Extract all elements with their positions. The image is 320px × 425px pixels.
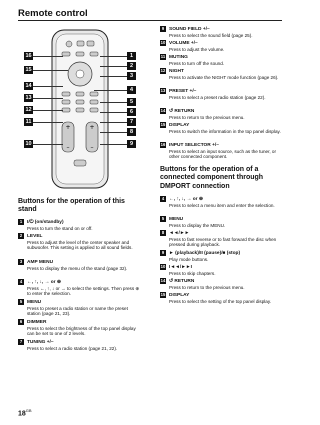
callout-8: 8	[127, 128, 136, 136]
svg-text:–: –	[90, 144, 94, 151]
callout-14: 14	[25, 83, 32, 89]
list-item: 3 AMP MENU Press to display the menu of the stand (page 32).	[19, 259, 128, 271]
remote-control-drawing	[22, 26, 138, 192]
svg-text:+: +	[89, 124, 95, 131]
section-heading-dmport: Buttons for the operation of a connected component through DMPORT connection	[160, 166, 264, 190]
leader-line	[100, 132, 127, 133]
leader-line	[33, 144, 63, 145]
leader-line	[100, 56, 127, 57]
list-item: 4 ←, ↑, ↓, → or ⊕ Press to select a menu item and enter the selection.	[161, 196, 275, 208]
list-item: 4 ←, ↑, ↓, → or ⊕ Press ←, ↑, ↓ or → to select the settings. Then press ⊕ to enter the selection.	[19, 279, 140, 297]
leader-line	[100, 144, 127, 145]
callout-1: 1	[127, 52, 136, 60]
list-item: 2 LEVEL Press to adjust the level of the center speaker and subwoofer. This setting is applied to all sound fields.	[19, 233, 133, 251]
list-item: 14 ↺ RETURN Press to return to the previous menu.	[160, 278, 245, 290]
callout-12: 12	[25, 107, 32, 113]
callout-6: 6	[127, 108, 136, 116]
list-item: 11 MUTING Press to turn off the sound.	[160, 54, 225, 66]
leader-line	[33, 110, 63, 111]
leader-line	[33, 122, 63, 123]
list-item: 5 MENU Press to display the MENU.	[161, 216, 226, 228]
list-item: 10 VOLUME +/– Press to adjust the volume.	[160, 40, 225, 52]
callout-16: 16	[25, 53, 32, 59]
section-heading-stand: Buttons for the operation of this stand	[18, 198, 125, 214]
list-item: 8 ◄◄/►► Press to fast reverse or to fast forward the disc when pressed during playback.	[161, 230, 277, 248]
callout-9: 9	[127, 140, 136, 148]
callout-3: 3	[127, 72, 136, 80]
callout-2: 2	[127, 62, 136, 70]
list-item: 15 DISPLAY Press to select the setting of the top panel display.	[160, 292, 272, 304]
list-item: 10 I◄◄/►►I Press to skip chapters.	[160, 264, 216, 276]
svg-text:–: –	[66, 144, 70, 151]
list-item: 1 I/⏻ (on/standby) Press to turn the stand on or off.	[19, 219, 93, 231]
callout-13: 13	[25, 95, 32, 101]
leader-line	[100, 112, 127, 113]
leader-line	[33, 70, 68, 71]
leader-line	[33, 86, 63, 87]
list-item: 5 MENU Press to preset a radio station or name the preset station (page 21, 23).	[19, 299, 128, 317]
callout-5: 5	[127, 98, 136, 106]
list-item: 13 PRESET +/– Press to select a preset radio station (page 22).	[160, 88, 266, 100]
leader-line	[100, 76, 127, 77]
list-item: 14 ↺ RETURN Press to return to the previous menu.	[160, 108, 245, 120]
list-item: 9 ► (playback)/II (pause)/■ (stop) Play mode buttons.	[161, 250, 241, 262]
callout-7: 7	[127, 118, 136, 126]
leader-line	[100, 122, 127, 123]
page-title: Remote control	[18, 8, 88, 19]
leader-line	[33, 98, 63, 99]
leader-line	[94, 90, 127, 91]
callout-4: 4	[127, 86, 136, 94]
callout-15: 15	[25, 67, 32, 73]
title-rule	[18, 20, 282, 21]
callout-11: 11	[25, 119, 32, 125]
svg-text:+: +	[65, 124, 71, 131]
leader-line	[100, 66, 127, 67]
list-item: 6 DIMMER Press to select the brightness of the top panel display can be set to one of 2 levels.	[19, 319, 136, 337]
list-item: 7 TUNING +/– Press to select a radio station (page 21, 22).	[19, 339, 118, 351]
list-item: 15 DISPLAY Press to switch the information in the top panel display.	[160, 122, 281, 134]
leader-line	[33, 56, 63, 57]
callout-10: 10	[25, 141, 32, 147]
leader-line	[100, 102, 127, 103]
remote-illustration	[22, 26, 138, 192]
page-number: $18^{GB}$	[18, 408, 32, 418]
list-item: 9 SOUND FIELD +/– Press to select the sound field (page 25).	[161, 26, 253, 38]
list-item: 12 NIGHT Press to activate the NIGHT mode function (page 26).	[160, 68, 279, 80]
list-item: 16 INPUT SELECTOR +/– Press to select an input source, such as the tuner, or other connected component.	[160, 142, 276, 160]
